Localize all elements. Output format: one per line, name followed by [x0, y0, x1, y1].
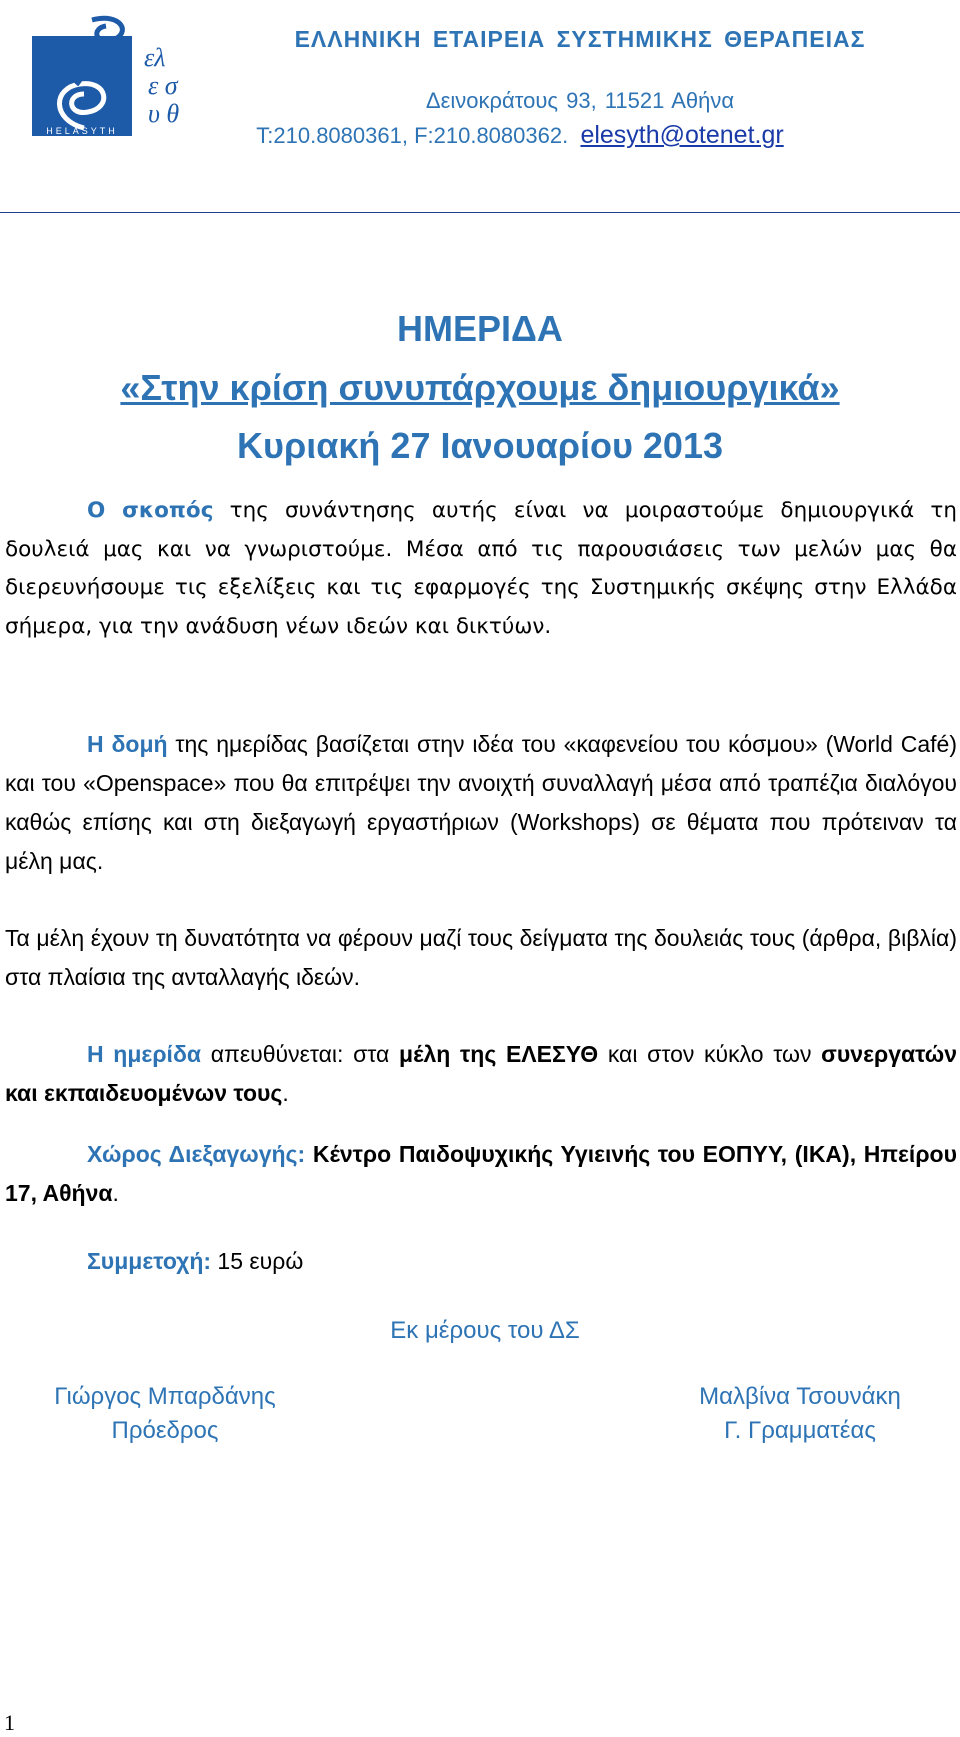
on-behalf-of-board: Εκ μέρους του ΔΣ [390, 1317, 580, 1344]
president-role: Πρόεδρος [111, 1417, 219, 1444]
phone-fax: T:210.8080361, F:210.8080362. [256, 123, 569, 148]
email-link[interactable]: elesyth@otenet.gr [580, 121, 784, 149]
venue-text: Κέντρο Παιδοψυχικής Υγιεινής του ΕΟΠΥΥ, (ΙΚΑ), Ηπείρου 17, Αθήνα [5, 1141, 957, 1206]
event-title: ΗΜΕΡΙΔΑ [397, 308, 563, 349]
paragraph-structure [5, 725, 957, 881]
venue-keyword: Χώρος Διεξαγωγής: [87, 1141, 306, 1167]
page-number: 1 [4, 1710, 15, 1735]
logo-text: HELASYTH [46, 126, 118, 136]
audience-end: . [282, 1080, 289, 1106]
svg-text:υ θ: υ θ [148, 99, 180, 128]
svg-text:ε σ: ε σ [148, 71, 178, 100]
organization-address: Δεινοκράτους 93, 11521 Αθήνα [425, 88, 735, 113]
contact-line [110, 121, 930, 150]
paragraph-fee [5, 1242, 957, 1281]
members-text: Τα μέλη έχουν τη δυνατότητα να φέρουν μαζί τους δείγματα της δουλειάς τους (άρθρα, βιβλία) στα πλαίσια της ανταλλαγής ιδεών. [5, 925, 957, 990]
venue-end: . [112, 1180, 119, 1206]
fee-text: 15 ευρώ [211, 1248, 304, 1274]
svg-text:ελ: ελ [144, 43, 166, 72]
structure-text: της ημερίδας βασίζεται στην ιδέα του «καφενείου του κόσμου» (World Café) και του «Openspace» που θα επιτρέψει την ανοιχτή συναλλαγή μέσα από τραπέζια διαλόγου καθώς επίσης και στη διεξαγωγή εργαστήριων (Workshops) σε θέματα που πρότειναν τα μέλη μας. [5, 731, 957, 874]
audience-text-2: και στον κύκλο των [598, 1041, 822, 1067]
audience-keyword: Η ημερίδα [87, 1041, 202, 1067]
paragraph-members [5, 919, 957, 997]
audience-collaborators: συνεργατών και εκπαιδευομένων τους [5, 1041, 958, 1106]
paragraph-venue [5, 1135, 957, 1213]
audience-text-1: απευθύνεται: στα [201, 1041, 400, 1067]
organization-name: ΕΛΛΗΝΙΚΗ ΕΤΑΙΡΕΙΑ ΣΥΣΤΗΜΙΚΗΣ ΘΕΡΑΠΕΙΑΣ [294, 26, 866, 52]
event-theme: «Στην κρίση συνυπάρχουμε δημιουργικά» [120, 367, 840, 408]
president-name: Γιώργος Μπαρδάνης [54, 1383, 276, 1410]
secretary-role: Γ. Γραμματέας [724, 1417, 876, 1444]
secretary-name: Μαλβίνα Τσουνάκη [699, 1383, 901, 1410]
header-divider [0, 212, 960, 213]
purpose-text: της συνάντησης αυτής είναι να μοιραστούμε δημιουργικά τη δουλειά μας και να γνωριστούμε. Μέσα από τις παρουσιάσεις των μελών μας θα διερευνήσουμε τις εξελίξεις και τις εφαρμογές της Συστημικής σκέψης στην Ελλάδα σήμερα, για την ανάδυση νέων ιδεών και δικτύων. [5, 498, 957, 639]
paragraph-audience [5, 1035, 957, 1113]
purpose-keyword: Ο σκοπός [87, 498, 214, 523]
event-date: Κυριακή 27 Ιανουαρίου 2013 [237, 425, 723, 466]
structure-keyword: Η δομή [87, 731, 168, 757]
paragraph-purpose [5, 492, 957, 646]
audience-members: μέλη της ΕΛΕΣΥΘ [399, 1041, 599, 1067]
fee-keyword: Συμμετοχή: [87, 1248, 212, 1274]
